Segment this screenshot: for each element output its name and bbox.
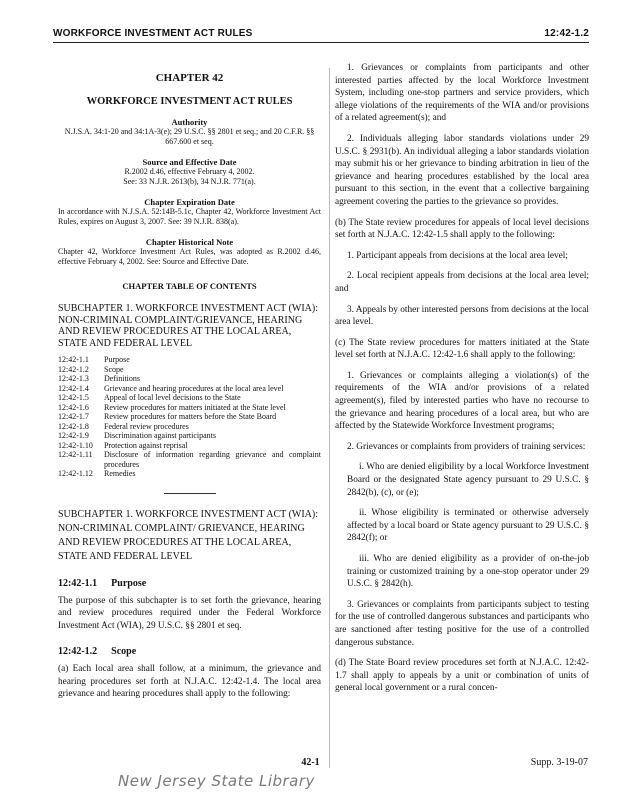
toc-entry[interactable] — [58, 393, 321, 403]
section-heading-purpose — [58, 578, 321, 589]
section-number: 12:42-1.2 — [58, 646, 98, 658]
chapter-number: CHAPTER 42 — [155, 72, 224, 84]
section-title: Scope — [111, 646, 137, 658]
section-title: Purpose — [111, 577, 147, 589]
supplement-date: Supp. 3-19-07 — [530, 757, 588, 768]
source-text-2: See: 33 N.J.R. 2613(b), 34 N.J.R. 771(a). — [123, 177, 256, 186]
authority-heading: Authority — [171, 117, 208, 127]
toc-entry-number: 12:42-1.7 — [58, 412, 89, 422]
toc-entry[interactable] — [58, 365, 321, 375]
toc-entry-number: 12:42-1.6 — [58, 402, 89, 412]
toc-entry-title: Remedies — [104, 469, 136, 479]
page-number: 42-1 — [301, 757, 320, 768]
toc-entry-number: 12:42-1.1 — [58, 355, 89, 365]
body-paragraph: (b) The State review procedures for appeals of local level decisions set forth at N.J.A.C. 12:42-1.5 shall apply to the following: — [335, 217, 589, 241]
body-paragraph: 2. Local recipient appeals from decisions at the local area level; and — [335, 271, 589, 294]
body-paragraph: 3. Appeals by other interested persons from decisions at the local area level. — [335, 304, 589, 328]
toc-entry-number: 12:42-1.5 — [58, 393, 89, 403]
toc-entry-number: 12:42-1.3 — [58, 374, 89, 384]
toc-entry[interactable] — [58, 403, 321, 413]
toc-entry-title: Disclosure of information regarding grievance and complaint procedures — [104, 450, 321, 469]
body-paragraph: 2. Individuals alleging labor standards violations under 29 U.S.C. § 2931(b). An individual alleging a labor standards violation may submit his or her grievance to binding arbitration in lieu of the grievance and hearing procedures established by the local area pursuant to this section, in the event that a collective bargaining agreement covering the parties to the grievance so provides. — [335, 133, 589, 207]
toc-entry-number: 12:42-1.8 — [58, 421, 89, 431]
toc-heading: CHAPTER TABLE OF CONTENTS — [122, 281, 257, 291]
body-paragraph: 3. Grievances or complaints from participants subject to testing for the use of controlled dangerous substances and participants who are sanctioned after testing positive for the use of a controlled dangerous substance. — [335, 599, 589, 648]
toc-entry-number: 12:42-1.2 — [58, 364, 89, 374]
section-number: 12:42-1.1 — [58, 577, 98, 589]
toc-entry[interactable] — [58, 450, 321, 469]
toc-entry-number: 12:42-1.9 — [58, 431, 89, 441]
source-text-1: R.2002 d.46, effective February 4, 2002. — [124, 167, 255, 176]
toc-entry-title: Federal review procedures — [104, 421, 189, 431]
toc-list — [58, 355, 321, 479]
toc-entry-title: Appeal of local level decisions to the State — [104, 393, 241, 403]
library-stamp: New Jersey State Library — [118, 772, 315, 790]
toc-entry-number: 12:42-1.12 — [58, 469, 93, 479]
toc-entry[interactable] — [58, 384, 321, 394]
toc-subchapter: SUBCHAPTER 1. WORKFORCE INVESTMENT ACT (WIA): NON-CRIMINAL COMPLAINT/GRIEVANCE, HEARING AND REVIEW PROCEDURES AT THE LOCAL AREA, STATE AND FEDERAL LEVEL — [58, 303, 319, 349]
subchapter-heading: SUBCHAPTER 1. WORKFORCE INVESTMENT ACT (WIA): NON-CRIMINAL COMPLAINT/ GRIEVANCE, HEARING AND REVIEW PROCEDURES AT THE LOCAL AREA, STATE AND FEDERAL LEVEL — [58, 508, 319, 562]
toc-entry[interactable] — [58, 441, 321, 451]
body-paragraph: (c) The State review procedures for matters initiated at the State level set forth at N.J.A.C. 12:42-1.6 shall apply to the following: — [335, 337, 589, 361]
scope-paragraph: (a) Each local area shall follow, at a minimum, the grievance and hearing procedures set forth at N.J.A.C. 12:42-1.4. The local area grievance and hearing procedures shall apply to the following: — [58, 664, 321, 700]
body-paragraph: i. Who are denied eligibility by a local Workforce Investment Board or the designated State agency pursuant to 29 U.S.C. § 2842(b), (c), or (e); — [347, 462, 589, 498]
toc-entry-title: Scope — [104, 364, 124, 374]
expiration-heading: Chapter Expiration Date — [144, 197, 235, 207]
toc-entry[interactable] — [58, 412, 321, 422]
body-paragraph: 2. Grievances or complaints from providers of training services: — [347, 441, 586, 452]
source-heading: Source and Effective Date — [142, 157, 237, 167]
purpose-paragraph: The purpose of this subchapter is to set forth the grievance, hearing and review procedures required under the Federal Workforce Investment Act (WIA), 29 U.S.C. §§ 2801 et seq. — [58, 595, 321, 631]
toc-entry-number: 12:42-1.11 — [58, 450, 93, 460]
body-paragraph: 1. Grievances or complaints from participants and other interested parties affected by the local Workforce Investment System, including one-stop partners and service providers, which allege violations of the requirements of the WIA and/or provisions of a related agreement(s); and — [335, 63, 589, 124]
left-column — [58, 62, 321, 701]
chapter-title: WORKFORCE INVESTMENT ACT RULES — [86, 96, 293, 107]
history-heading: Chapter Historical Note — [145, 237, 234, 247]
toc-entry[interactable] — [58, 431, 321, 441]
column-divider — [329, 68, 330, 768]
toc-entry-title: Grievance and hearing procedures at the local area level — [104, 383, 284, 393]
toc-entry-number: 12:42-1.10 — [58, 440, 93, 450]
toc-entry[interactable] — [58, 469, 321, 479]
toc-entry-title: Protection against reprisal — [104, 440, 188, 450]
toc-entry-title: Review procedures for matters initiated at the State level — [104, 402, 286, 412]
authority-text: N.J.S.A. 34:1-20 and 34:1A-3(e); 29 U.S.C. §§ 2801 et seq.; and 20 C.F.R. §§ 667.600 et seq. — [64, 127, 315, 146]
history-text: Chapter 42, Workforce Investment Act Rules, was adopted as R.2002 d.46, effective February 4, 2002. See: Source and Effective Date. — [58, 247, 321, 266]
toc-entry[interactable] — [58, 355, 321, 365]
toc-entry-title: Review procedures for matters before the State Board — [104, 412, 277, 422]
body-paragraph: 1. Grievances or complaints alleging a violation(s) of the requirements of the WIA and/or provisions of a related agreement(s), filed by interested parties who have no recourse to the grievance and hearing procedures of a local area, but who are affected by the Statewide Workforce Investment programs; — [335, 370, 589, 432]
running-header — [53, 26, 589, 43]
body-paragraph: ii. Whose eligibility is terminated or otherwise adversely affected by a local board or State agency pursuant to 29 U.S.C. § 2842(f); or — [347, 508, 589, 544]
toc-entry[interactable] — [58, 374, 321, 384]
toc-entry[interactable] — [58, 422, 321, 432]
body-paragraph: 1. Participant appeals from decisions at the local area level; — [347, 250, 568, 261]
section-separator — [164, 493, 216, 494]
toc-entry-title: Definitions — [104, 374, 140, 384]
header-section-number: 12:42-1.2 — [544, 28, 589, 39]
toc-entry-title: Purpose — [104, 355, 130, 365]
expiration-text: In accordance with N.J.S.A. 52:14B-5.1c, Chapter 42, Workforce Investment Act Rules, expires on August 3, 2007. See: 39 N.J.R. 838(a). — [58, 207, 321, 226]
toc-entry-number: 12:42-1.4 — [58, 383, 89, 393]
body-paragraph: iii. Who are denied eligibility as a provider of on-the-job training or customized training by a one-stop operator under 29 U.S.C. § 2842(h). — [347, 554, 589, 590]
section-heading-scope — [58, 646, 321, 657]
toc-entry-title: Discrimination against participants — [104, 431, 216, 441]
right-column — [335, 62, 589, 703]
header-title: WORKFORCE INVESTMENT ACT RULES — [53, 28, 253, 39]
body-paragraph: (d) The State Board review procedures set forth at N.J.A.C. 12:42-1.7 shall apply to appeals by a unit or combination of units of general local government or a rural concen- — [335, 658, 589, 694]
